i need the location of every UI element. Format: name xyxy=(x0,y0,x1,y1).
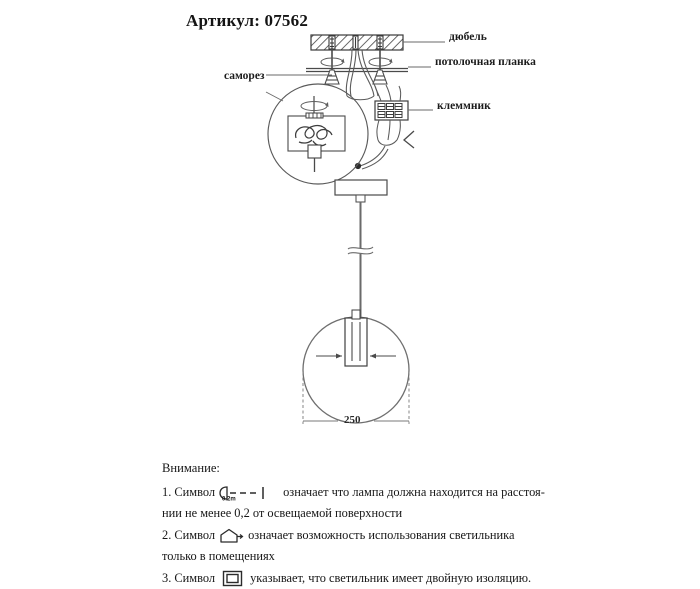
pointer-chevron-icon xyxy=(404,131,414,148)
note-2-number: 2. Символ xyxy=(162,528,215,542)
note-item-2 xyxy=(162,525,562,547)
note-1-text-line2: нии не менее 0,2 от освещаемой поверхности xyxy=(162,503,562,525)
callout-label-dyubel: дюбель xyxy=(449,31,487,43)
note-2-text-line1: означает возможность использования светильника xyxy=(248,528,514,542)
note-3-text-line1: указывает, что светильник имеет двойную изоляцию. xyxy=(250,571,531,585)
note-item-1 xyxy=(162,482,562,504)
dowel-left-icon xyxy=(329,36,335,49)
notes-heading: Внимание: xyxy=(162,458,562,480)
dowel-right-icon xyxy=(377,36,383,49)
screw-left-icon xyxy=(321,48,345,84)
supply-wires xyxy=(346,50,378,96)
callout-label-klemmnik: клеммник xyxy=(437,100,491,112)
note-item-3 xyxy=(162,568,562,589)
house-indoor-icon xyxy=(219,528,244,544)
callout-label-samorez: саморез xyxy=(224,70,265,82)
callout-label-ceiling-plank: потолочная планка xyxy=(435,56,536,68)
canopy-and-cord xyxy=(335,180,387,317)
note-1-number: 1. Символ xyxy=(162,485,215,499)
note-3-number: 3. Символ xyxy=(162,571,215,585)
dowel-center-icon xyxy=(353,36,358,49)
terminal-block xyxy=(347,85,414,169)
dimension-value-diameter: 250 xyxy=(344,414,361,426)
cord-break-symbol xyxy=(348,247,373,254)
screw-right-icon xyxy=(369,48,393,84)
notes-section xyxy=(162,458,562,589)
double-insulation-icon xyxy=(222,570,243,587)
ceiling-assembly xyxy=(306,35,408,96)
lamp-distance-icon xyxy=(218,485,280,501)
note-1-text-line1: означает что лампа должна находится на расстоя- xyxy=(283,485,545,499)
lamp-distance-value: 0.2m xyxy=(222,496,236,502)
globe-shade xyxy=(303,310,409,423)
ceiling-plank xyxy=(306,69,408,72)
page-title: Артикул: 07562 xyxy=(186,11,308,31)
note-2-text-line2: только в помещениях xyxy=(162,546,562,568)
